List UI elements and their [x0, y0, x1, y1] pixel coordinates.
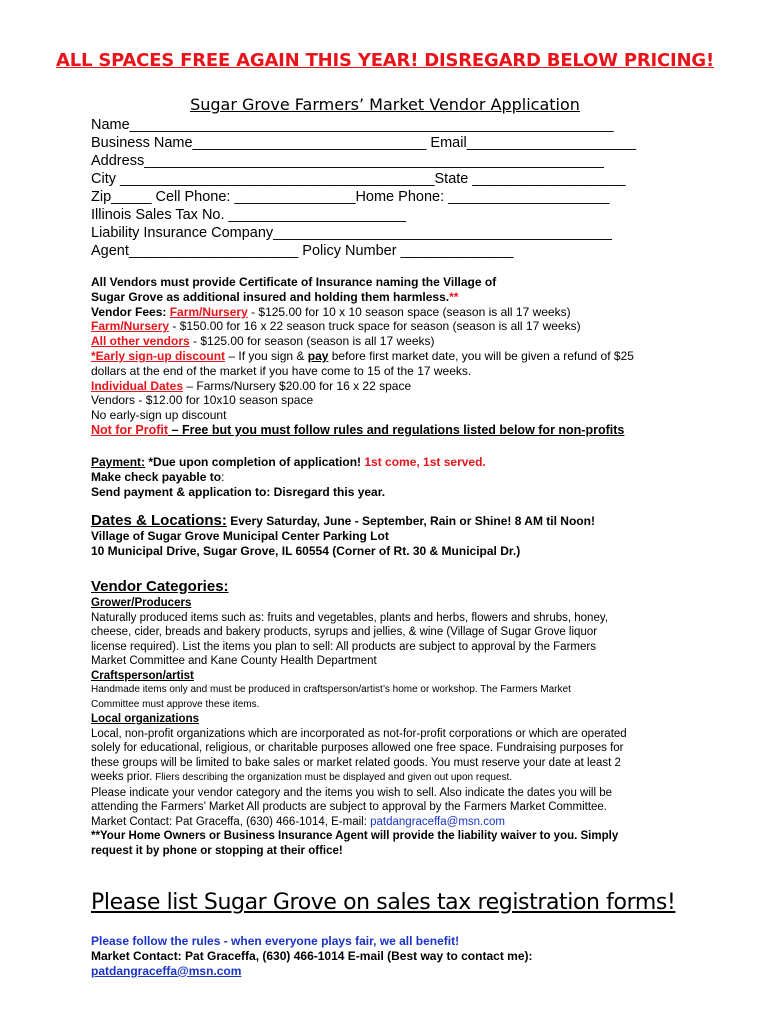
waiver-line-1: **Your Home Owners or Business Insurance Agent will provide the liability waiver to you. Simply — [91, 830, 619, 842]
zip-phone-field[interactable]: Zip_____ Cell Phone: _______________Home Phone: ____________________ — [91, 189, 610, 205]
page-title: Sugar Grove Farmers’ Market Vendor Application — [190, 95, 580, 114]
craft-title: Craftsperson/artist — [91, 669, 194, 682]
grower-line-1: Naturally produced items such as: fruits and vegetables, plants and herbs, flowers and shrubs, honey, — [91, 611, 608, 624]
categories-heading: Vendor Categories: — [91, 578, 229, 595]
categories-section — [91, 578, 627, 858]
application-form — [91, 116, 636, 260]
craft-line-1: Handmade items only and must be produced in craftsperson/artist’s home or workshop. The Farmers Market — [91, 684, 571, 695]
not-for-profit-link[interactable]: Not for Profit — [91, 422, 169, 437]
craft-line-2: Committee must approve these items. — [91, 698, 260, 710]
grower-title: Grower/Producers — [91, 597, 192, 609]
agent-policy-field[interactable]: Agent_____________________ Policy Number ______________ — [91, 243, 514, 259]
sales-tax-notice: Please list Sugar Grove on sales tax registration forms! — [91, 890, 676, 915]
market-contact-line — [91, 815, 627, 830]
fee-early-line-2: dollars at the end of the market if you have come to 15 of the 17 weeks. — [91, 363, 472, 378]
city-state-field[interactable]: City _______________________________________State ___________________ — [91, 171, 626, 187]
payment-line — [91, 455, 486, 470]
fee-farm-1 — [91, 305, 634, 320]
first-come-text: 1st come, 1st served. — [364, 455, 486, 469]
footer-email-link[interactable]: patdangraceffa@msn.com — [91, 963, 242, 978]
local-line-4 — [91, 770, 627, 786]
contact-text: Market Contact: Pat Graceffa, (630) 466-1014, E-mail: — [91, 815, 371, 828]
early-text-2: before first market date, you will be given a refund of $25 — [328, 348, 634, 363]
footer-section — [91, 934, 532, 978]
contact-email-link[interactable]: patdangraceffa@msn.com — [370, 815, 505, 828]
payable-text: Make check payable to — [91, 469, 222, 484]
waiver-line-2: request it by phone or stopping at their office! — [91, 844, 343, 857]
insurance-line-2 — [91, 290, 634, 305]
location-line-2: 10 Municipal Drive, Sugar Grove, IL 60554 (Corner of Rt. 30 & Municipal Dr.) — [91, 543, 521, 558]
payable-colon: : — [221, 469, 225, 484]
farm-fee-text-1: - $125.00 for 10 x 10 season space (season is all 17 weeks) — [247, 304, 571, 319]
farm-fee-text-2: - $150.00 for 16 x 22 season truck space for season (season is all 17 weeks) — [169, 319, 581, 334]
dates-heading: Dates & Locations: — [91, 512, 227, 529]
vendor-fees-label: Vendor Fees: — [91, 304, 167, 319]
fee-other — [91, 334, 634, 349]
business-email-field[interactable]: Business Name_____________________________ Email_____________________ — [91, 135, 637, 151]
not-for-profit-text: – Free but you must follow rules and regulations listed below for non-profits — [168, 422, 625, 437]
fliers-text: Fliers describing the organization must be displayed and given out upon request. — [152, 772, 513, 783]
dates-section — [91, 514, 595, 558]
location-line-1: Village of Sugar Grove Municipal Center Parking Lot — [91, 528, 389, 543]
payment-label: Payment: — [91, 455, 146, 469]
grower-line-4: Market Committee and Kane County Health Department — [91, 655, 377, 667]
fee-farm-2 — [91, 319, 634, 334]
fee-individual — [91, 379, 634, 394]
grower-line-3: license required). List the items you plan to sell: All products are subject to approval by the Farmers — [91, 640, 596, 653]
address-field[interactable]: Address_________________________________________________________ — [91, 153, 604, 169]
local-weeks-text: weeks prior. — [91, 771, 153, 783]
all-other-vendors-link[interactable]: All other vendors — [91, 334, 190, 349]
fees-section — [91, 275, 634, 438]
fee-early — [91, 349, 634, 364]
farm-nursery-link-1[interactable]: Farm/Nursery — [169, 304, 248, 319]
insurance-line-1: All Vendors must provide Certificate of Insurance naming the Village of — [91, 275, 497, 289]
early-text-1: – If you sign & — [225, 348, 308, 363]
local-line-2: solely for educational, religious, or charitable purposes allowed one free space. Fundraising purposes for — [91, 742, 624, 754]
fee-vendors-line: Vendors - $12.00 for 10x10 season space — [91, 393, 314, 408]
insurance-text: Sugar Grove as additional insured and holding them harmless. — [91, 289, 450, 304]
local-title: Local organizations — [91, 713, 199, 725]
indicate-line-2: attending the Farmers’ Market All products are subject to approval by the Farmers Market Committee. — [91, 801, 608, 813]
insurance-mark: ** — [449, 289, 459, 304]
grower-line-2: cheese, cider, breads and bakery products, syrups and jellies, & wine (Village of Sugar Grove liquor — [91, 626, 598, 638]
name-field[interactable]: Name____________________________________________________________ — [91, 117, 614, 133]
early-signup-link[interactable]: *Early sign-up discount — [91, 348, 226, 363]
local-line-3: these groups will be limited to bake sales or market related goods. You must reserve your date at least 2 — [91, 756, 621, 769]
dates-text: Every Saturday, June - September, Rain or Shine! 8 AM til Noon! — [226, 514, 595, 528]
rules-line: Please follow the rules - when everyone plays fair, we all benefit! — [91, 934, 460, 948]
liability-insurance-field[interactable]: Liability Insurance Company__________________________________________ — [91, 225, 612, 241]
sales-tax-field[interactable]: Illinois Sales Tax No. ______________________ — [91, 207, 406, 223]
send-payment-line: Send payment & application to: Disregard this year. — [91, 484, 386, 499]
free-spaces-banner: ALL SPACES FREE AGAIN THIS YEAR! DISREGARD BELOW PRICING! — [56, 50, 714, 71]
local-line-1: Local, non-profit organizations which are incorporated as not-for-profit corporations or which are operated — [91, 727, 627, 740]
indicate-line-1: Please indicate your vendor category and the items you wish to sell. Also indicate the dates you will be — [91, 786, 612, 799]
fee-not-for-profit — [91, 423, 634, 438]
individual-dates-link[interactable]: Individual Dates — [91, 378, 184, 393]
footer-contact-line: Market Contact: Pat Graceffa, (630) 466-1014 E-mail (Best way to contact me): — [91, 948, 533, 963]
no-early-discount: No early-sign up discount — [91, 408, 227, 423]
payable-line — [91, 470, 486, 485]
individual-text: – Farms/Nursery $20.00 for 16 x 22 space — [183, 378, 412, 393]
payment-text: *Due upon completion of application! — [145, 455, 365, 469]
dates-line — [91, 514, 595, 529]
payment-section — [91, 455, 486, 499]
farm-nursery-link-2[interactable]: Farm/Nursery — [91, 319, 170, 334]
pay-word: pay — [307, 348, 329, 363]
other-fee-text: - $125.00 for season (season is all 17 weeks) — [189, 334, 435, 349]
